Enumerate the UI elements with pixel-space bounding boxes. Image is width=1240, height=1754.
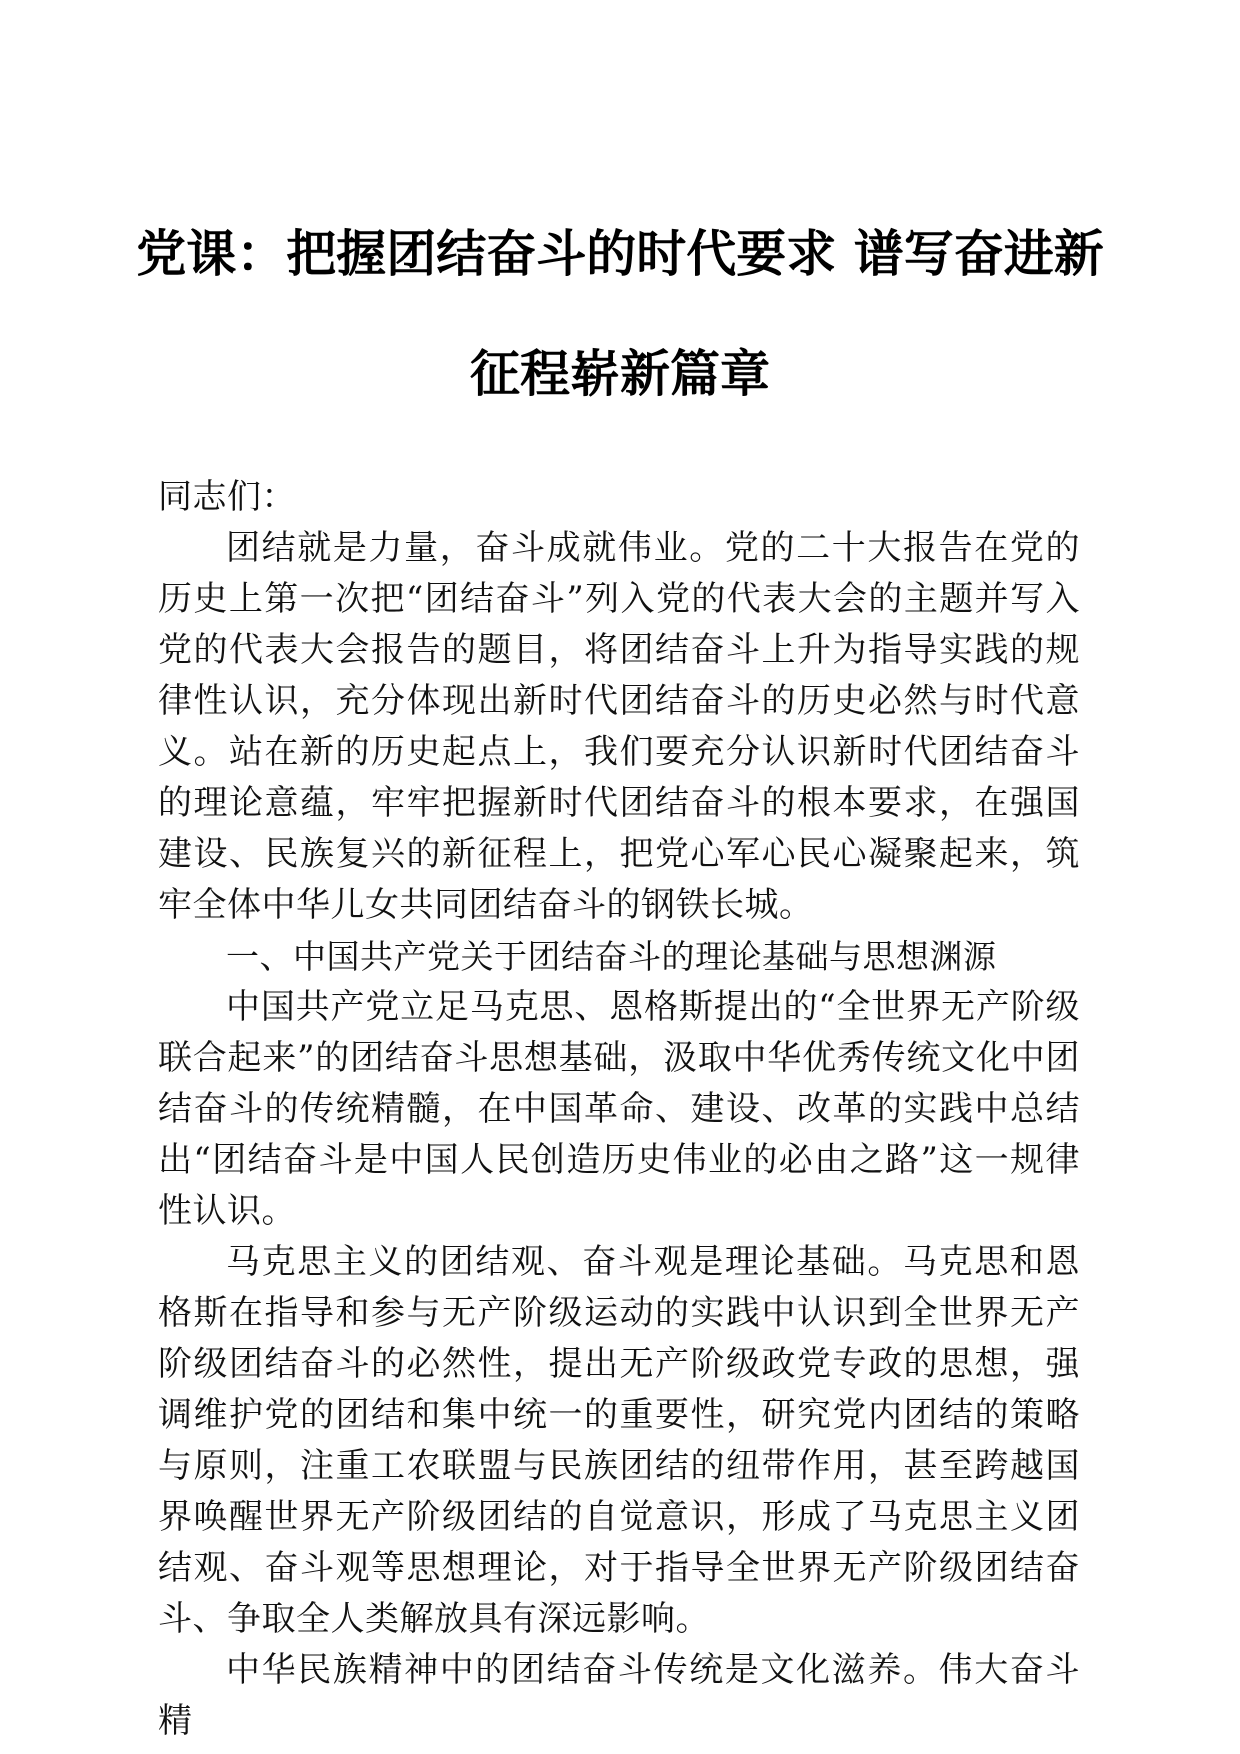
paragraph-section1-intro: 中国共产党立足马克思、恩格斯提出的“全世界无产阶级联合起来”的团结奋斗思想基础，汲取中华优秀传统文化中团结奋斗的传统精髓，在中国革命、建设、改革的实践中总结出“团结奋斗是中国人民创造历史伟业的必由之路”这一规律性认识。	[158, 987, 1080, 1231]
section-heading-1: 一、中国共产党关于团结奋斗的理论基础与思想渊源	[226, 937, 997, 976]
paragraph-chinese-culture: 中华民族精神中的团结奋斗传统是文化滋养。伟大奋斗精	[158, 1650, 1080, 1741]
salutation: 同志们：	[158, 477, 296, 517]
paragraph-intro: 团结就是力量，奋斗成就伟业。党的二十大报告在党的历史上第一次把“团结奋斗”列入党的代表大会的主题并写入党的代表大会报告的题目，将团结奋斗上升为指导实践的规律性认识，充分体现出新时代团结奋斗的历史必然与时代意义。站在新的历史起点上，我们要充分认识新时代团结奋斗的理论意蕴，牢牢把握新时代团结奋斗的根本要求，在强国建设、民族复兴的新征程上，把党心军心民心凝聚起来，筑牢全体中华儿女共同团结奋斗的钢铁长城。	[158, 528, 1080, 925]
document-title-line-1: 党课：把握团结奋斗的时代要求 谱写奋进新	[136, 224, 1104, 283]
document-title-line-2: 征程崭新篇章	[470, 344, 770, 403]
paragraph-marxism: 马克思主义的团结观、奋斗观是理论基础。马克思和恩格斯在指导和参与无产阶级运动的实践中认识到全世界无产阶级团结奋斗的必然性，提出无产阶级政党专政的思想，强调维护党的团结和集中统一的重要性，研究党内团结的策略与原则，注重工农联盟与民族团结的纽带作用，甚至跨越国界唤醒世界无产阶级团结的自觉意识，形成了马克思主义团结观、奋斗观等思想理论，对于指导全世界无产阶级团结奋斗、争取全人类解放具有深远影响。	[158, 1242, 1080, 1639]
document-body	[158, 472, 1080, 1747]
